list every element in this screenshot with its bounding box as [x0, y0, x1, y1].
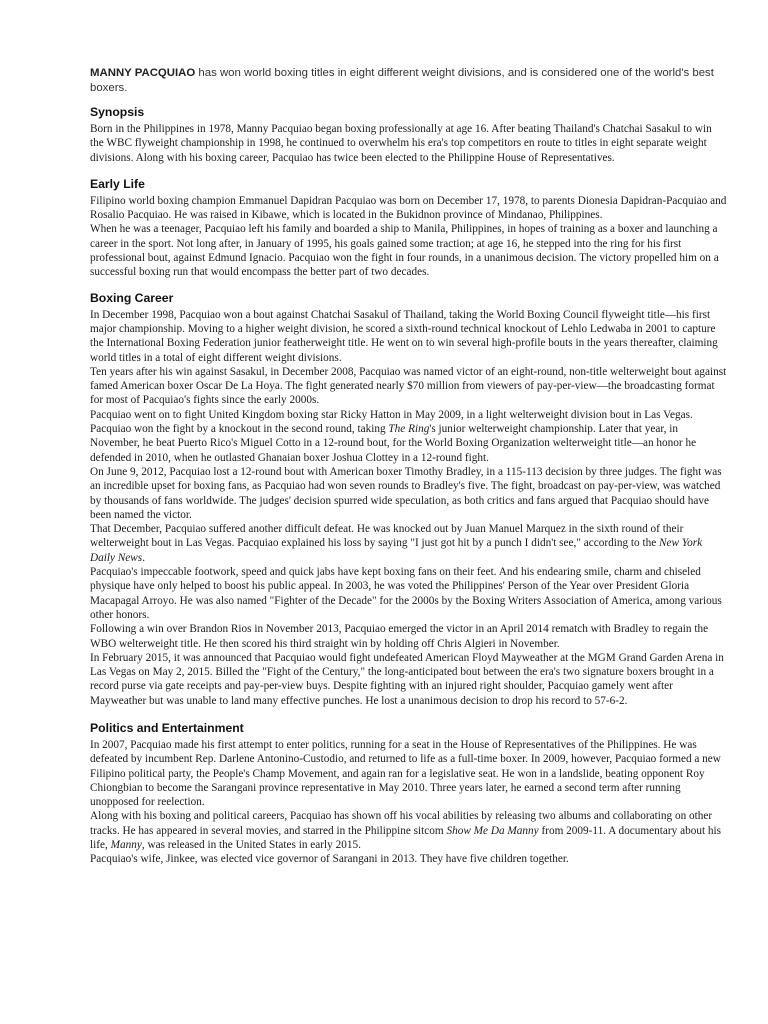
boxing-paragraph-8: In February 2015, it was announced that Pacquiao would fight undefeated American Floyd Mayweather at the MGM Grand Garden Arena in Las Vegas on May 2, 2015. Billed the "Fight of the Century," the long-anticipated bout between the era's two signature boxers brought in a record purse via gate receipts and pay-per-view buys. Despite fighting with an injured right shoulder, Pacquiao gamely went after Mayweather but was unable to land many effective punches. He lost a unanimous decision to drop his record to 57-6-2. [90, 651, 724, 707]
politics-p2-documentary-title: Manny [110, 839, 142, 852]
boxing-paragraph-2: Ten years after his win against Sasakul, in December 2008, Pacquiao was named victor of an eight-round, non-title welterweight bout against famed American boxer Oscar De La Hoya. The fight generated nearly $70 million from viewers of pay-per-view—the broadcasting format for most of Pacquiao's fights since the early 2000s. [90, 365, 727, 407]
boxing-p5-publication: New York Daily News [90, 537, 703, 564]
section-heading-politics: Politics and Entertainment [90, 720, 244, 735]
boxing-paragraph-7: Following a win over Brandon Rios in November 2013, Pacquiao emerged the victor in an April 2014 rematch with Bradley to regain the WBO welterweight title. He then scored his third straight win by holding off Chris Algieri in November. [90, 623, 709, 650]
lead-text: has won world boxing titles in eight different weight divisions, and is considered one of the world's best boxers. [90, 67, 714, 94]
early-life-paragraph-2: When he was a teenager, Pacquiao left his family and boarded a ship to Manila, Philippines, in hopes of training as a boxer and launching a career in the sport. Not long after, in January of 1995, his goals gained some traction; at age 16, he stepped into the ring for his first professional bout, against Edmund Ignacio. Pacquiao won the fight in four rounds, in a unanimous decision. The victory propelled him on a successful boxing run that would encompass the better part of two decades. [90, 223, 719, 279]
lead-name: MANNY PACQUIAO [90, 67, 196, 79]
politics-p2-text-b: from 2009-11. A documentary about his life, [90, 824, 722, 852]
politics-paragraph-2 [90, 809, 728, 852]
boxing-p3-text-a: Pacquiao went on to fight United Kingdom boxing star Ricky Hatton in May 2009, in a light welterweight division bout in Las Vegas. Pacquiao won the fight by a knockout in the second round, taking [90, 408, 693, 436]
boxing-paragraph-3 [90, 408, 728, 465]
boxing-paragraph-6: Pacquiao's impeccable footwork, speed and quick jabs have kept boxing fans on their feet. And his endearing smile, charm and chiseled physique have only helped to boost his public appeal. In 2003, he was voted the Philippines' Person of the Year over President Gloria Macapagal Arroyo. He was also named "Fighter of the Decade" for the 2000s by the Boxing Writers Association of America, among various other honors. [90, 566, 722, 621]
politics-paragraph-1: In 2007, Pacquiao made his first attempt to enter politics, running for a seat in the House of Representatives of the Philippines. He was defeated by incumbent Rep. Darlene Antonino-Custodio, and returned to life as a full-time boxer. In 2009, however, Pacquiao formed a new Filipino political party, the People's Champ Movement, and again ran for a legislative seat. He won in a landslide, beating opponent Roy Chiongbian to become the Sarangani province representative in May 2010. Three years later, he earned a second term after running unopposed for reelection. [90, 738, 721, 809]
politics-p2-text-a: Along with his boxing and political careers, Pacquiao has shown off his vocal abilities by releasing two albums and collaborating on other tracks. He has appeared in several movies, and starred in the Philippine sitcom [90, 810, 713, 837]
boxing-p3-text-b: 's junior welterweight championship. Later that year, in November, he beat Puerto Rico's Miguel Cotto in a 12-round bout, for the World Boxing Organization welterweight title—an honor he defended in 2010, when he outlasted Ghanaian boxer Joshua Clottey in a 12-round fight. [90, 423, 697, 464]
boxing-paragraph-5 [90, 522, 728, 565]
boxing-p3-publication: The Ring [388, 423, 430, 436]
politics-paragraph-3: Pacquiao's wife, Jinkee, was elected vice governor of Sarangani in 2013. They have five children together. [90, 853, 569, 866]
politics-p2-sitcom-title: Show Me Da Manny [446, 824, 539, 837]
boxing-p5-text-a: That December, Pacquiao suffered another difficult defeat. He was knocked out by Juan Manuel Marquez in the sixth round of their welterweight bout in Las Vegas. Pacquiao explained his loss by saying "I just got hit by a punch I didn't see," according to the [90, 523, 684, 550]
section-heading-early-life: Early Life [90, 176, 145, 191]
synopsis-paragraph: Born in the Philippines in 1978, Manny Pacquiao began boxing professionally at age 16. After beating Thailand's Chatchai Sasakul to win the WBC flyweight championship in 1998, he continued to overwhelm his era's top competitors en route to titles in eight separate weight divisions. Along with his boxing career, Pacquiao has twice been elected to the Philippine House of Representatives. [90, 123, 712, 164]
section-heading-synopsis: Synopsis [90, 105, 145, 119]
lead-paragraph [90, 66, 728, 96]
boxing-paragraph-1: In December 1998, Pacquiao won a bout against Chatchai Sasakul of Thailand, taking the World Boxing Council flyweight title—his first major championship. Moving to a higher weight division, he scored a sixth-round technical knockout of Lehlo Ledwaba in 2001 to capture the International Boxing Federation junior featherweight title. He went on to win several high-profile bouts in the years thereafter, claiming world titles in a total of eight different weight divisions. [90, 308, 718, 364]
boxing-paragraph-4: On June 9, 2012, Pacquiao lost a 12-round bout with American boxer Timothy Bradley, in a 115-113 decision by three judges. The fight was an incredible upset for boxing fans, as Pacquiao had won seven rounds to Bradley's five. The fight, broadcast on pay-per-view, was watched by thousands of fans worldwide. The judges' decision spurred wide speculation, as both critics and fans argued that Pacquiao should have been named the victor. [90, 465, 722, 521]
politics-p2-text-c: , was released in the United States in early 2015. [141, 839, 361, 852]
early-life-paragraph-1: Filipino world boxing champion Emmanuel Dapidran Pacquiao was born on December 17, 1978, to parents Dionesia Dapidran-Pacquiao and Rosalio Pacquiao. He was raised in Kibawe, which is located in the Bukidnon province of Mindanao, Philippines. [90, 194, 727, 222]
boxing-p5-text-b: . [142, 551, 145, 564]
section-heading-boxing-career: Boxing Career [90, 290, 174, 305]
